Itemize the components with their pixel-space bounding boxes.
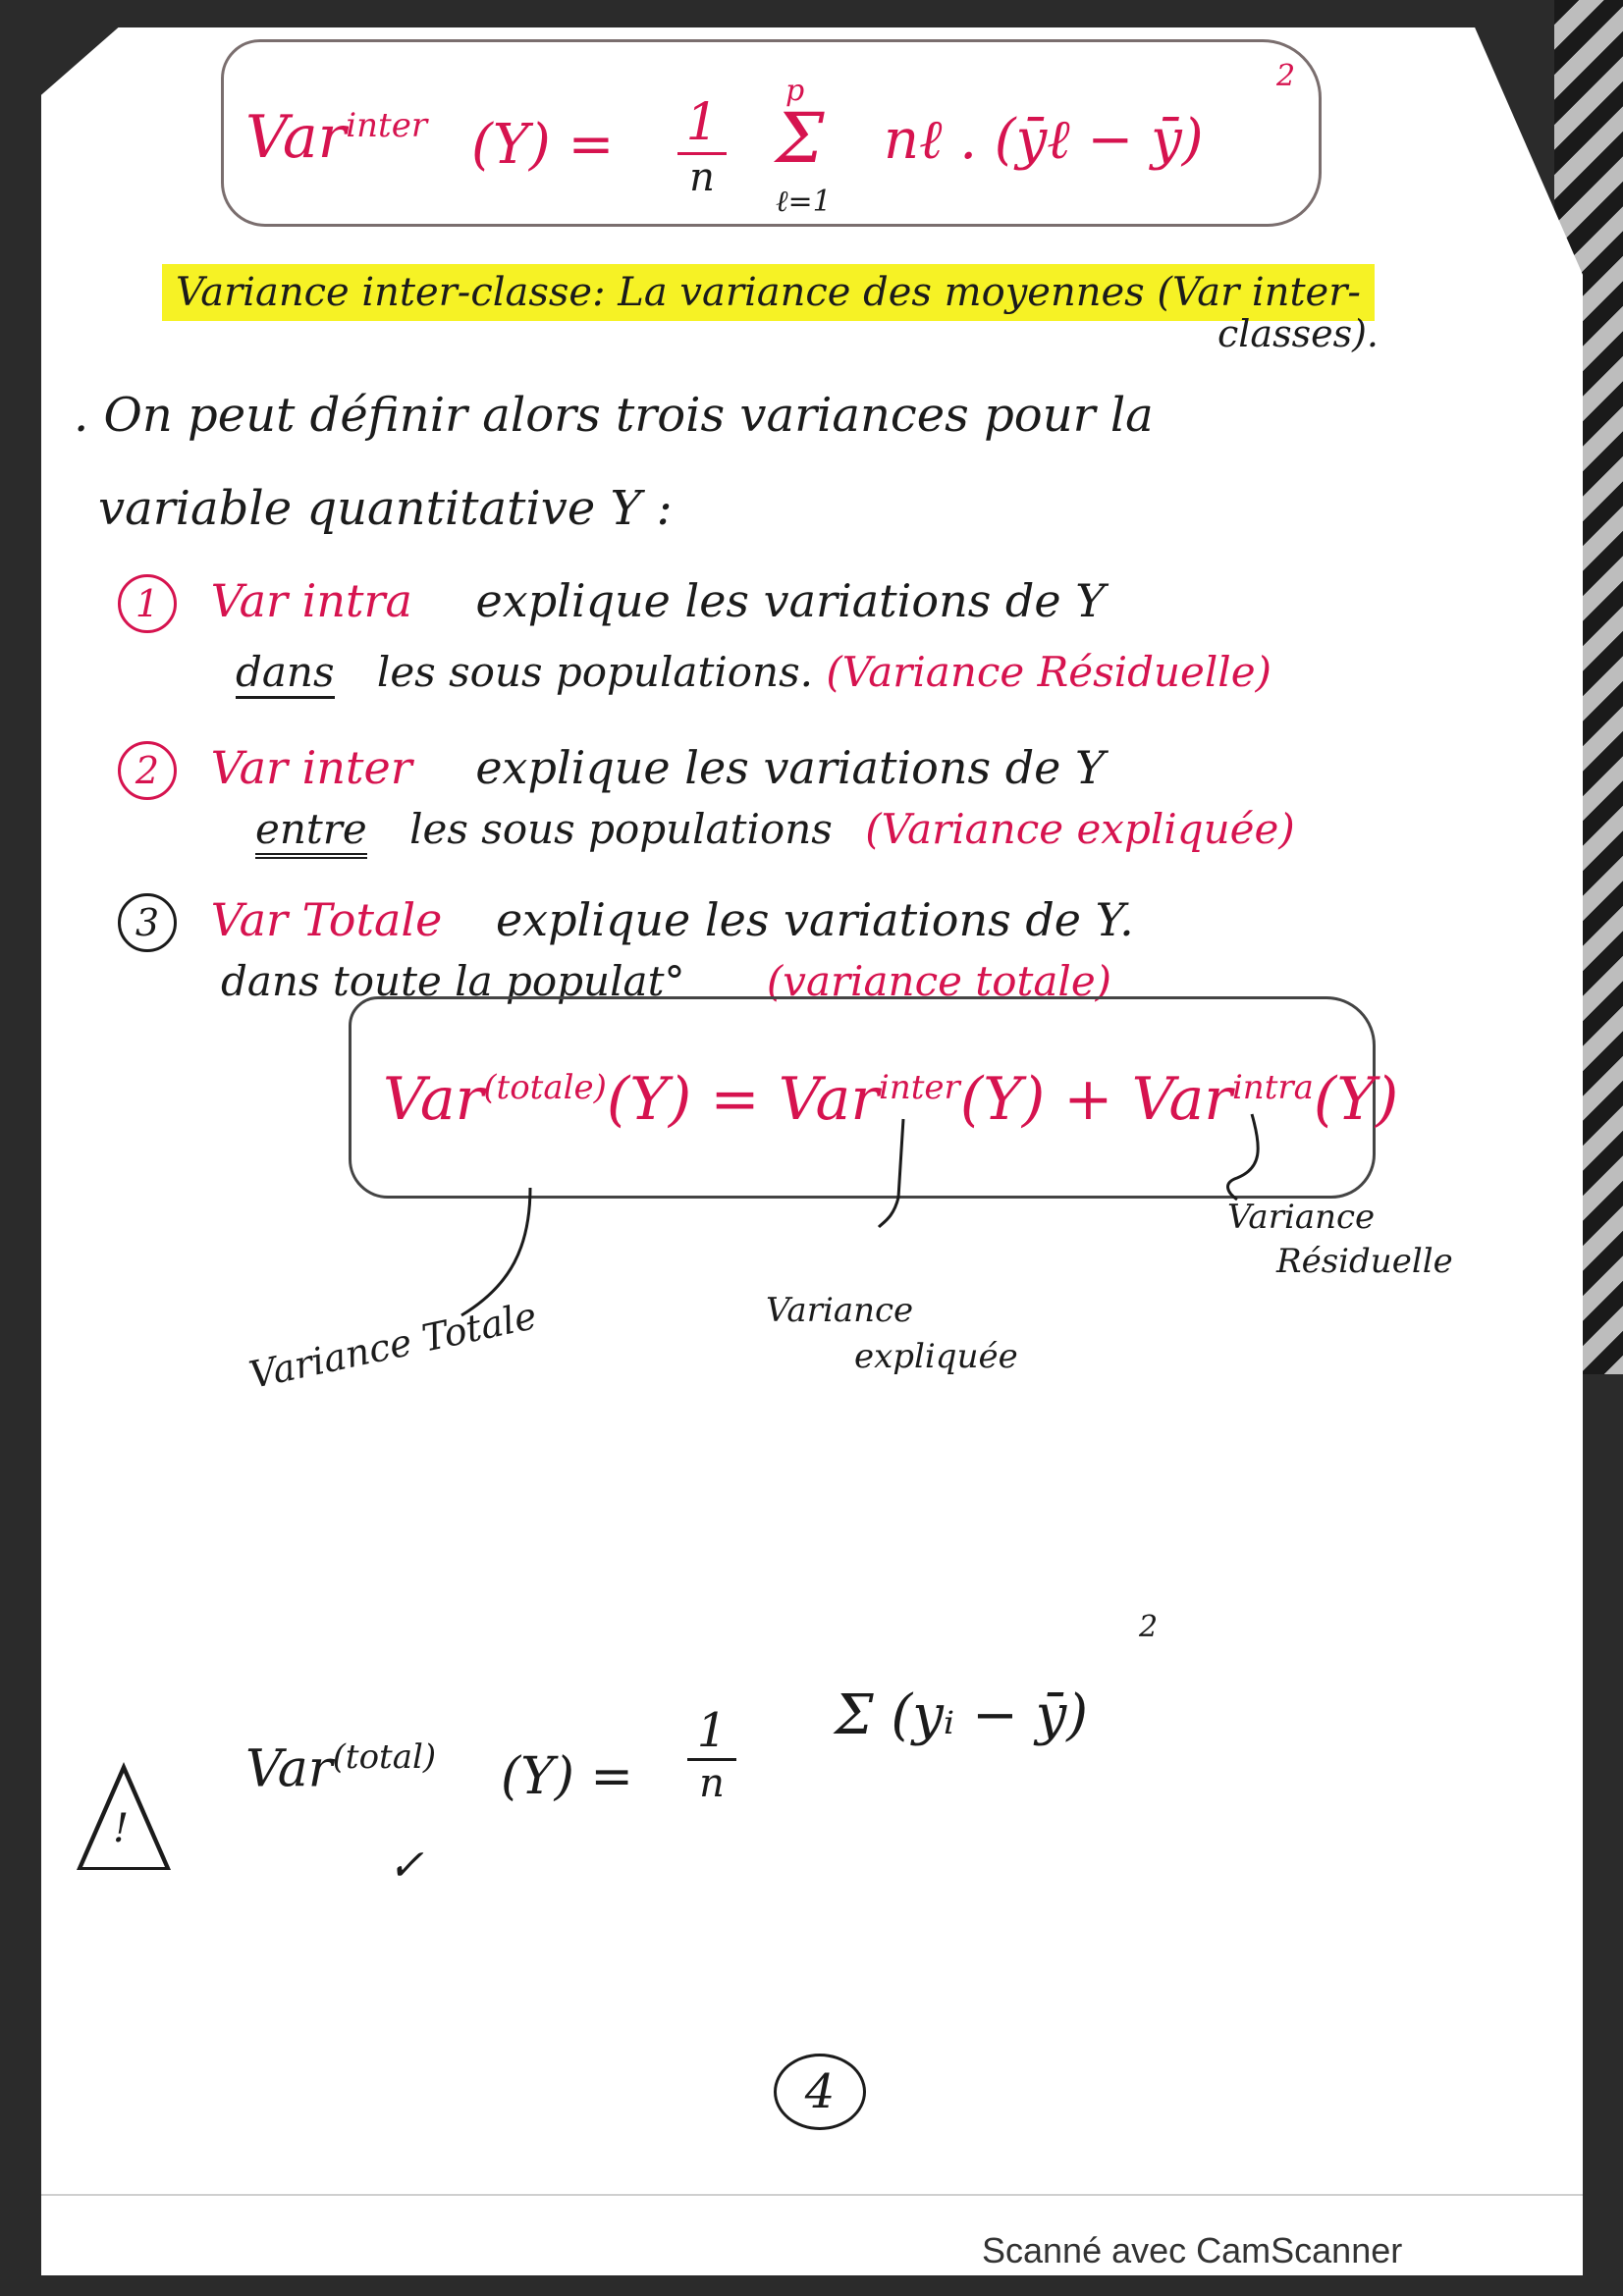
item-3-note: (variance totale) (766, 957, 1112, 1005)
formula-total-def-exponent: 2 (1139, 1610, 1159, 1644)
item-1-line2: dans les sous populations. (Variance Résiduelle) (236, 648, 1271, 696)
page-number: 4 (774, 2054, 866, 2130)
camscanner-footer: Scanné avec CamScanner (982, 2230, 1403, 2270)
formula-total-def-body: Σ (yᵢ − ȳ) (835, 1683, 1089, 1747)
formula-total: Var$^{(totale)}$(Y) = Var$^{inter}$(Y) + Var$^{intra}$(Y) (383, 1065, 1399, 1134)
item-2-prefix: entre (255, 805, 367, 859)
formula-total-def-lhs: Var$^{(total)}$ (245, 1737, 437, 1799)
label-variance-residuelle-2: Résiduelle (1276, 1242, 1453, 1281)
label-variance-residuelle-1: Variance (1227, 1198, 1376, 1237)
warning-mark: ! (113, 1806, 130, 1851)
formula-inter-lhs: Var$^{inter}$ (245, 103, 428, 172)
formula-total-def-fraction: 1 n (687, 1703, 736, 1806)
label-variance-expliquee-2: expliquée (854, 1337, 1018, 1376)
sum-lower-limit: ℓ=1 (776, 185, 832, 219)
item-2-term: Var inter (210, 741, 412, 794)
formula-inter-body: nℓ . (ȳℓ − ȳ) (884, 108, 1204, 172)
item-3-line2: dans toute la populat° (variance totale) (221, 957, 1112, 1005)
highlight-line: Variance inter-classe: La variance des moyennes (Var inter- (162, 270, 1375, 315)
item-3-term: Var Totale (210, 893, 443, 946)
item-3-number: 3 (118, 893, 177, 952)
sum-symbol: Σ (776, 98, 825, 179)
item-2-line2: entre les sous populations (Variance expliquée) (255, 805, 1295, 853)
formula-total-def-arg: (Y) = (501, 1747, 634, 1806)
formula-inter-arg: (Y) = (471, 113, 615, 177)
sum-upper-limit: p (785, 74, 805, 108)
label-variance-totale: Variance Totale (245, 1294, 541, 1398)
intro-line-1: . On peut définir alors trois variances pour la (74, 388, 1154, 443)
item-1-prefix: dans (236, 648, 335, 699)
item-2-desc: explique les variations de Y (475, 741, 1106, 794)
label-variance-expliquee-1: Variance (766, 1291, 914, 1330)
intro-line-2: variable quantitative Y : (98, 481, 673, 536)
item-1-number: 1 (118, 574, 177, 633)
item-3-desc: explique les variations de Y. (495, 893, 1134, 946)
item-2-number: 2 (118, 741, 177, 800)
formula-inter-fraction: 1 n (677, 93, 727, 200)
formula-inter-sup: inter (346, 106, 428, 145)
item-2-note: (Variance expliquée) (865, 805, 1295, 853)
formula-inter-exponent: 2 (1276, 59, 1296, 93)
checkmark-icon: ✓ (388, 1841, 424, 1891)
page-bottom-edge (41, 2194, 1583, 2196)
highlight-line-cont: classes). (1217, 312, 1379, 355)
item-1-term: Var intra (210, 574, 412, 627)
item-1-note: (Variance Résiduelle) (826, 648, 1271, 696)
item-1-desc: explique les variations de Y (475, 574, 1106, 627)
